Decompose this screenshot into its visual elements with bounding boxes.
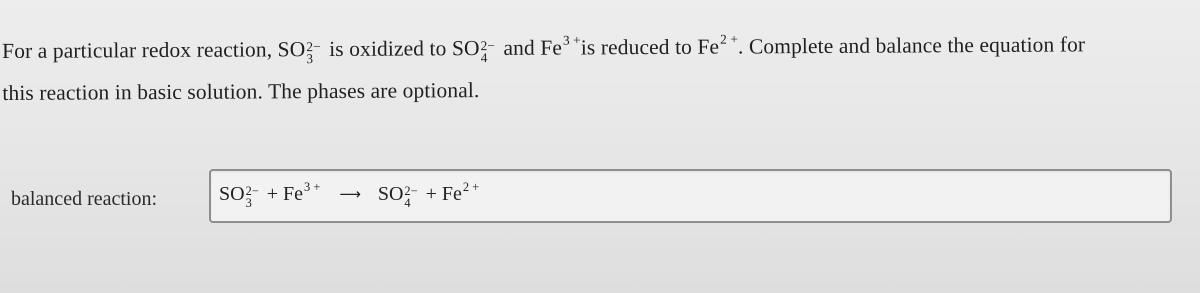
reactant-sulfite-superscript-subscript[interactable] [246,186,259,210]
plus-sign: + [425,183,437,205]
question-text-part: For a particular redox reaction, SO [2,37,306,63]
question-text-part: is oxidized to SO [323,36,480,62]
sulfite-subscript: 3 [306,51,314,67]
sulfate-superscript-subscript [480,37,496,66]
answer-row [0,168,1200,232]
sulfate-charge: 2− [480,37,496,53]
sulfite-superscript-subscript [306,38,321,67]
reactant-iron-iii-charge[interactable]: 3 + [304,179,321,194]
product-sulfate[interactable]: SO [377,183,404,205]
iron-ii-charge: 2 + [720,31,738,47]
iron-iii-charge: 3 + [562,32,581,48]
reactant-iron-iii[interactable]: Fe [283,183,304,205]
product-iron-ii[interactable]: Fe [441,183,462,205]
plus-sign: + [266,183,279,205]
question-text-part: is reduced to Fe [580,34,720,60]
product-sulfate-subscript[interactable]: 4 [404,195,411,210]
product-sulfate-charge[interactable]: 2− [404,184,418,198]
question-line-2: this reaction in basic solution. The phases are optional. [2,78,480,105]
question-line-1 [2,23,1192,72]
question-text-part: and Fe [497,35,563,60]
question-text [2,23,1192,114]
reactant-sulfite[interactable]: SO [219,183,245,205]
equation-input-box[interactable] [209,169,1172,223]
reactant-sulfite-subscript[interactable]: 3 [245,195,252,210]
question-text-part: . Complete and balance the equation for [737,32,1086,59]
product-sulfate-superscript-subscript[interactable] [404,186,417,210]
reaction-arrow-icon: ⟶ [339,185,361,203]
reactant-sulfite-charge[interactable]: 2− [245,184,259,198]
sulfite-charge: 2− [306,38,321,54]
equation[interactable] [219,179,480,210]
product-iron-ii-charge[interactable]: 2 + [462,179,480,194]
balanced-reaction-label: balanced reaction: [11,188,158,210]
sulfate-subscript: 4 [480,50,488,66]
